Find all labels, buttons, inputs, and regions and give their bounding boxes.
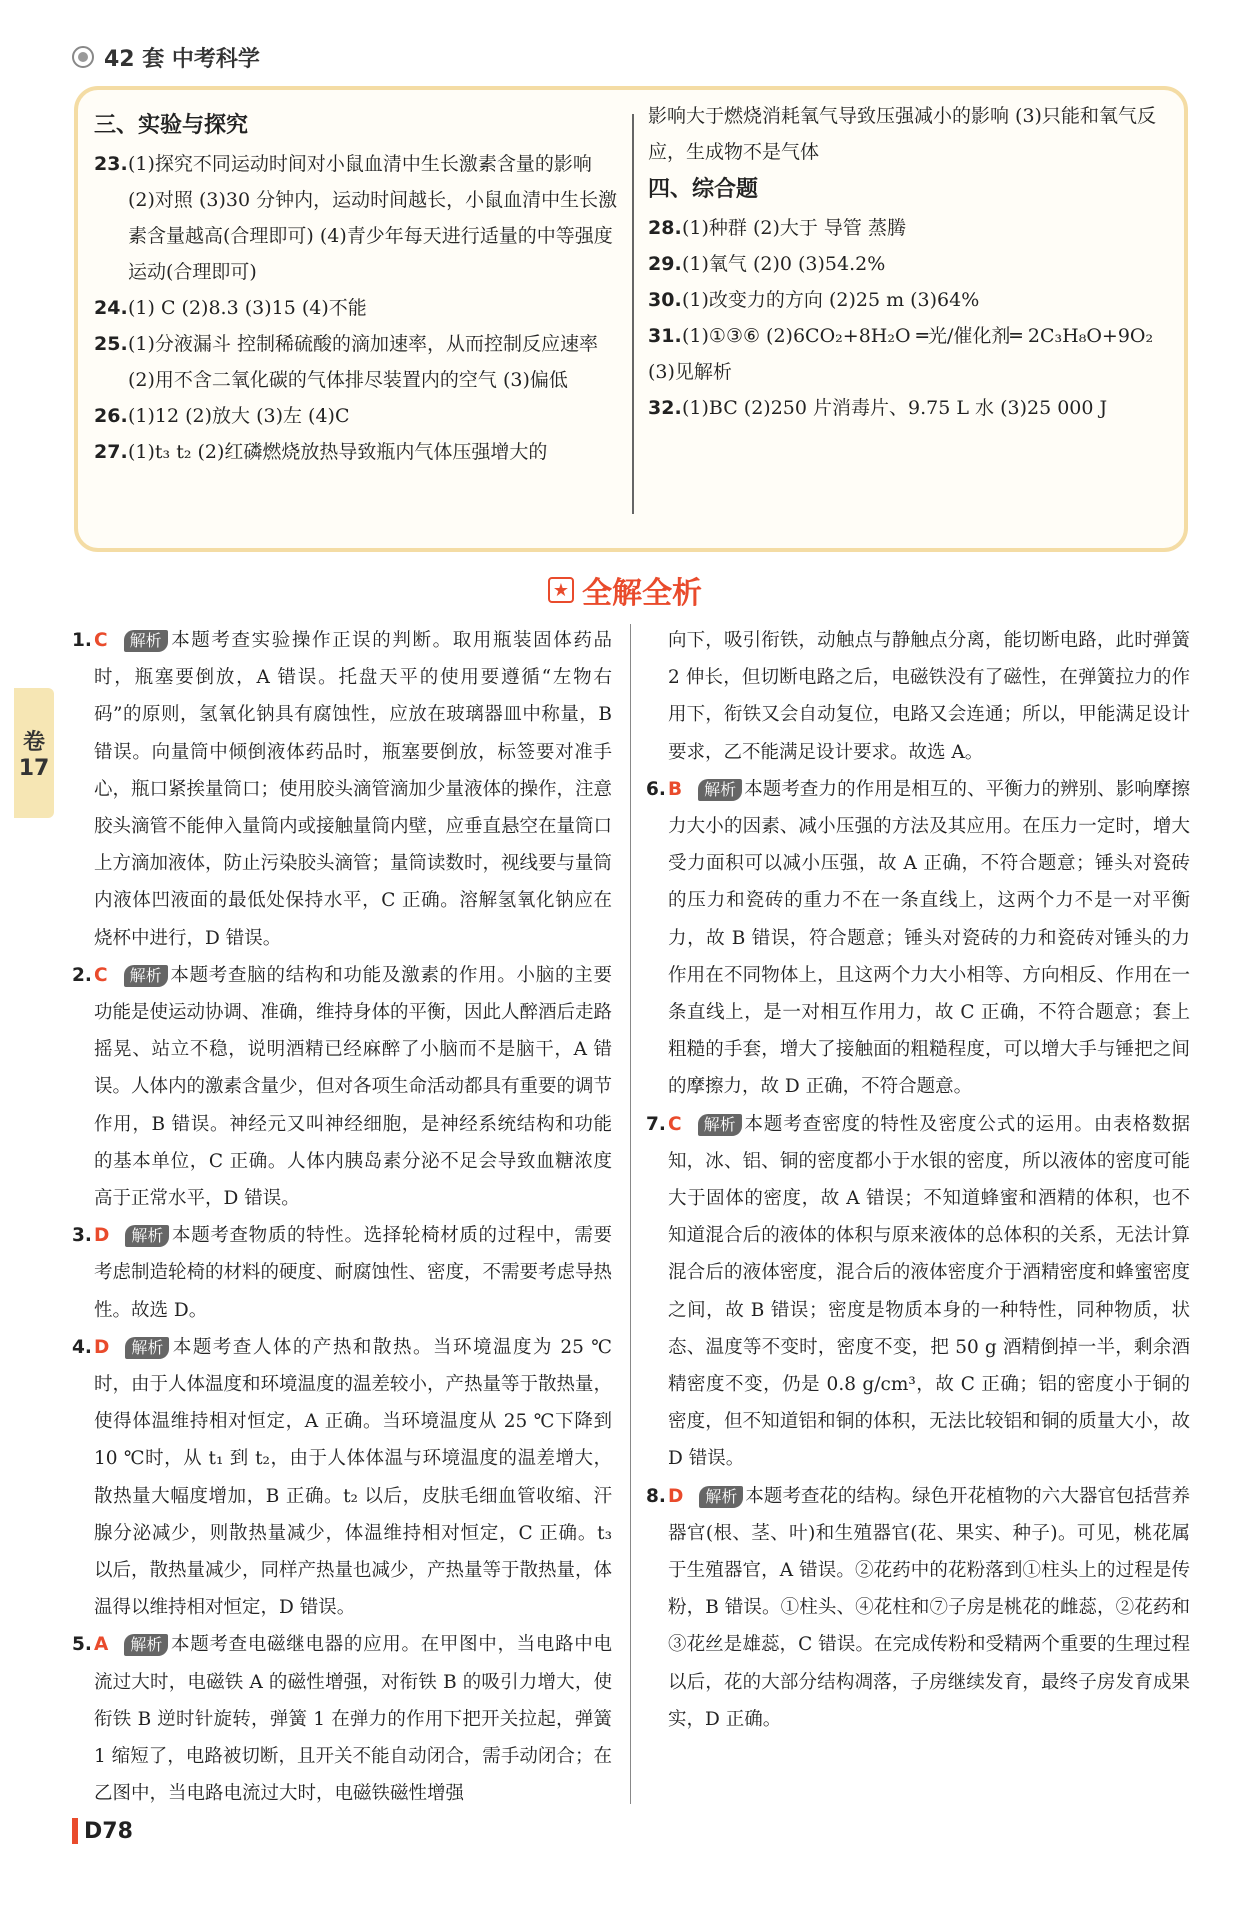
analysis-tag: 解析 <box>124 630 168 652</box>
explanation-text: 本题考查实验操作正误的判断。取用瓶装固体药品时，瓶塞要倒放，A 错误。托盘天平的使用要遵循“左物右码”的原则，氢氧化钠具有腐蚀性，应放在玻璃器皿中称量，B 错误。向量筒中倾倒液体药品时，瓶塞要倒放，标签要对准手心，瓶口紧挨量筒口；使用胶头滴管滴加少量液体的操作，注意胶头滴管不能伸入量筒内或接触量筒内壁，应垂直悬空在量筒口上方滴加液体，防止污染胶头滴管；量筒读数时，视线要与量筒内液体凹液面的最低处保持水平，C 正确。溶解氢氧化钠应在烧杯中进行，D 错误。 <box>94 630 613 949</box>
analysis-tag: 解析 <box>699 1486 743 1508</box>
answer-letter: A <box>94 1634 109 1656</box>
explanation-text: 本题考查脑的结构和功能及激素的作用。小脑的主要功能是使运动协调、准确，维持身体的平衡，因此人醉酒后走路摇晃、站立不稳，说明酒精已经麻醉了小脑而不是脑干，A 错误。人体内的激素含量少，但对各项生命活动都具有重要的调节作用，B 错误。神经元又叫神经细胞，是神经系统结构和功能的基本单位，C 正确。人体内胰岛素分泌不足会导致血糖浓度高于正常水平，D 错误。 <box>94 964 613 1210</box>
answer-text: (1)分液漏斗 控制稀硫酸的滴加速率，从而控制反应速率 (2)用不含二氧化碳的气体排尽装置内的空气 (3)偏低 <box>128 333 598 391</box>
answer-item <box>94 290 624 326</box>
answer-column-left <box>94 106 624 470</box>
explanation-item <box>72 1626 612 1812</box>
explanation-text: 本题考查力的作用是相互的、平衡力的辨别、影响摩擦力大小的因素、减小压强的方法及其应用。在压力一定时，增大受力面积可以减小压强，故 A 正确，不符合题意；锤头对瓷砖的压力和瓷砖的重力不在一条直线上，这两个力不是一对平衡力，故 B 错误，符合题意；锤头对瓷砖的力和瓷砖对锤头的力作用在不同物体上，且这两个力大小相等、方向相反、作用在一条直线上，是一对相互作用力，故 C 正确，不符合题意；套上粗糙的手套，增大了接触面的粗糙程度，可以增大手与锤把之间的摩擦力，故 D 正确，不符合题意。 <box>668 778 1190 1098</box>
answer-text: (1)①③⑥ (2)6CO₂+8H₂O ═光/催化剂═ 2C₃H₈O+9O₂ <box>682 325 1154 347</box>
question-number: 6. <box>646 778 666 800</box>
question-number: 2. <box>72 964 92 986</box>
question-number: 5. <box>72 1634 92 1656</box>
question-number: 32. <box>648 397 682 419</box>
answer-letter: C <box>668 1113 682 1135</box>
explanation-text: 本题考查物质的特性。选择轮椅材质的过程中，需要考虑制造轮椅的材料的硬度、耐腐蚀性、密度，不需要考虑导热性。故选 D。 <box>94 1225 613 1321</box>
answer-letter: B <box>668 778 683 800</box>
answer-item <box>648 318 1178 354</box>
answer-text: (1)BC (2)250 片消毒片、9.75 L 水 (3)25 000 J <box>682 397 1108 419</box>
answer-letter: C <box>94 630 108 651</box>
answer-item <box>94 146 624 290</box>
answer-text: (1)t₃ t₂ (2)红磷燃烧放热导致瓶内气体压强增大的 <box>128 441 548 463</box>
answer-text: (1)种群 (2)大于 导管 蒸腾 <box>682 217 906 239</box>
answer-text: (1)氧气 (2)0 (3)54.2% <box>682 253 886 275</box>
book-logo-icon <box>72 46 94 68</box>
explanation-text: 本题考查电磁继电器的应用。在甲图中，当电路中电流过大时，电磁铁 A 的磁性增强，对衔铁 B 的吸引力增大，使衔铁 B 逆时针旋转，弹簧 1 在弹力的作用下把开关拉起，弹簧 1 缩短了，电路被切断，且开关不能自动闭合，需手动闭合；在乙图中，当电路电流过大时，电磁铁磁性增强 <box>94 1634 612 1805</box>
section-banner <box>548 568 702 612</box>
banner-title: 全解全析 <box>582 576 702 611</box>
volume-tab-number: 17 <box>18 756 50 781</box>
answer-continuation: (3)见解析 <box>648 361 732 383</box>
answer-text: (1)12 (2)放大 (3)左 (4)C <box>128 405 350 427</box>
explanation-item <box>72 957 612 1217</box>
question-number: 24. <box>94 297 128 319</box>
question-number: 8. <box>646 1485 666 1507</box>
explanation-text: 本题考查密度的特性及密度公式的运用。由表格数据知，冰、铝、铜的密度都小于水银的密度，所以液体的密度可能大于固体的密度，故 A 错误；不知道蜂蜜和酒精的体积，也不知道混合后的液体的体积与原来液体的总体积的关系，无法计算混合后的液体密度，混合后的液体密度介于酒精密度和蜂蜜密度之间，故 B 错误；密度是物质本身的一种特性，同种物质，状态、温度等不变时，密度不变，把 50 g 酒精倒掉一半，剩余酒精密度不变，仍是 0.8 g/cm³，故 C 正确；铝的密度小于铜的密度，但不知道铝和铜的体积，无法比较铝和铜的质量大小，故 D 错误。 <box>668 1113 1190 1470</box>
footer-accent-bar <box>72 1818 78 1844</box>
explanation-item <box>72 622 612 957</box>
answer-text: (1) C (2)8.3 (3)15 (4)不能 <box>128 297 367 319</box>
answer-letter: D <box>94 1225 110 1247</box>
analysis-tag: 解析 <box>698 779 742 801</box>
answer-column-divider <box>632 114 634 514</box>
question-number: 26. <box>94 405 128 427</box>
answer-item <box>648 390 1178 426</box>
explanation-item <box>72 1217 612 1329</box>
answer-letter: C <box>94 964 108 986</box>
answer-item <box>648 282 1178 318</box>
question-number: 7. <box>646 1113 666 1135</box>
answer-continuation: 影响大于燃烧消耗氧气导致压强减小的影响 (3)只能和氧气反应，生成物不是气体 <box>648 105 1156 163</box>
explanation-text: 本题考查花的结构。绿色开花植物的六大器官包括营养器官(根、茎、叶)和生殖器官(花、果实、种子)。可见，桃花属于生殖器官，A 错误。②花药中的花粉落到①柱头上的过程是传粉，B 错误。①柱头、④花柱和⑦子房是桃花的雌蕊，②花药和③花丝是雄蕊，C 错误。在完成传粉和受精两个重要的生理过程以后，花的大部分结构凋落，子房继续发育，最终子房发育成果实，D 正确。 <box>668 1485 1190 1730</box>
answer-item <box>648 246 1178 282</box>
question-number: 3. <box>72 1225 92 1247</box>
question-number: 4. <box>72 1336 92 1358</box>
answer-item <box>94 434 624 470</box>
analysis-tag: 解析 <box>125 1225 169 1247</box>
section-heading: 四、综合题 <box>648 177 759 202</box>
explanation-item <box>72 1329 612 1627</box>
volume-tab <box>14 688 54 818</box>
question-number: 29. <box>648 253 682 275</box>
page-header <box>72 40 260 74</box>
section-heading: 三、实验与探究 <box>94 113 249 138</box>
page-number: D78 <box>84 1818 133 1844</box>
question-number: 27. <box>94 441 128 463</box>
question-number: 25. <box>94 333 128 355</box>
explanation-item <box>646 1478 1190 1738</box>
explanation-column-divider <box>630 624 631 1804</box>
explanation-text: 本题考查人体的产热和散热。当环境温度为 25 ℃时，由于人体温度和环境温度的温差较小，产热量等于散热量，使得体温维持相对恒定，A 正确。当环境温度从 25 ℃下降到 10 ℃时，从 t₁ 到 t₂，由于人体体温与环境温度的温差增大，散热量大幅度增加，B 正确。t₂ 以后，皮肤毛细血管收缩、汗腺分泌减少，则散热量减少，体温维持相对恒定，C 正确。t₃ 以后，散热量减少，同样产热量也减少，产热量等于散热量，体温得以维持相对恒定，D 错误。 <box>94 1336 613 1619</box>
answer-letter: D <box>94 1336 110 1358</box>
answer-text: (1)改变力的方向 (2)25 m (3)64% <box>682 289 980 311</box>
question-number: 28. <box>648 217 682 239</box>
explanation-item <box>646 771 1190 1106</box>
volume-tab-label: 卷 <box>22 730 45 755</box>
explanation-column-left <box>72 622 612 1813</box>
analysis-tag: 解析 <box>124 965 168 987</box>
explanation-continuation: 向下，吸引衔铁，动触点与静触点分离，能切断电路，此时弹簧 2 伸长，但切断电路之后，电磁铁没有了磁性，在弹簧拉力的作用下，衔铁又会自动复位，电路又会连通；所以，甲能满足设计要求，乙不能满足设计要求。故选 A。 <box>668 630 1190 763</box>
question-number: 31. <box>648 325 682 347</box>
analysis-tag: 解析 <box>698 1114 742 1136</box>
analysis-tag: 解析 <box>124 1634 168 1656</box>
answer-column-right <box>648 98 1178 426</box>
answer-item <box>94 398 624 434</box>
explanation-item <box>646 1106 1190 1478</box>
page-footer <box>72 1818 133 1844</box>
answer-key-box <box>74 86 1188 552</box>
question-number: 30. <box>648 289 682 311</box>
answer-text: (1)探究不同运动时间对小鼠血清中生长激素含量的影响 (2)对照 (3)30 分钟内，运动时间越长，小鼠血清中生长激素含量越高(合理即可) (4)青少年每天进行适量的中等强度运动(合理即可) <box>128 153 618 283</box>
explanation-column-right <box>646 622 1190 1738</box>
question-number: 23. <box>94 153 128 175</box>
answer-letter: D <box>668 1485 684 1507</box>
analysis-tag: 解析 <box>125 1337 169 1359</box>
book-title: 42 套 中考科学 <box>104 46 260 72</box>
answer-item <box>94 326 624 398</box>
answer-item <box>648 210 1178 246</box>
star-icon: ★ <box>548 577 574 603</box>
question-number: 1. <box>72 630 92 651</box>
